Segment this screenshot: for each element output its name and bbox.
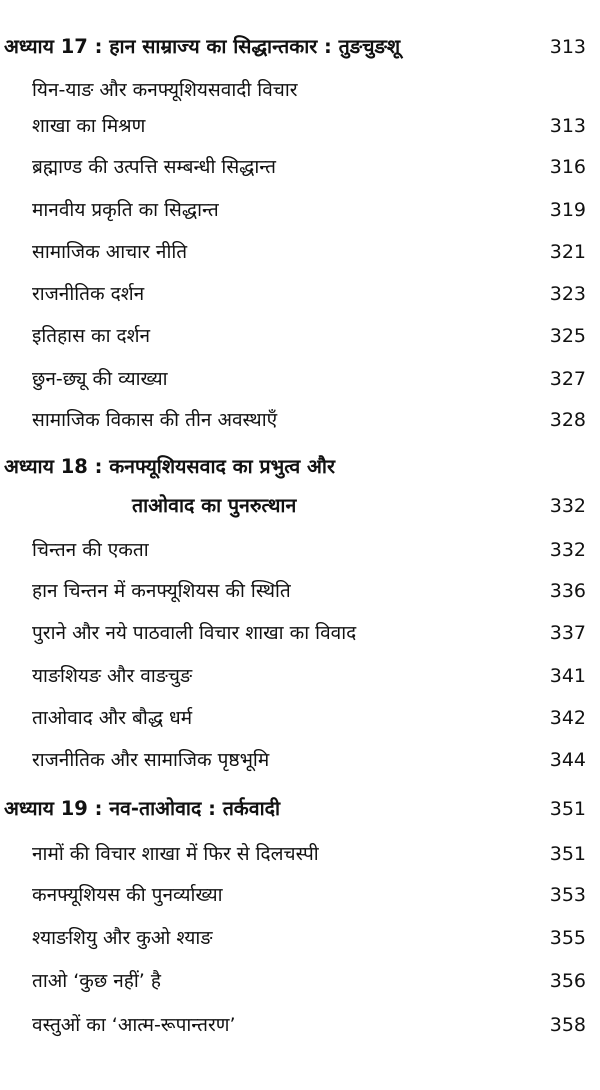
- page-number: 356: [549, 970, 586, 992]
- page-number: 319: [549, 199, 586, 221]
- entry-text: याङशियङ और वाङचुङ: [32, 665, 193, 687]
- toc-entry: [0, 189, 600, 231]
- toc-entry: [0, 874, 600, 916]
- toc-entry: [0, 570, 600, 612]
- toc-entry: [0, 833, 600, 875]
- chapter-19-heading: [0, 788, 600, 830]
- entry-text: चिन्तन की एकता: [32, 539, 149, 561]
- chapter-18-heading: [0, 446, 600, 488]
- toc-entry: [0, 612, 600, 654]
- page-number: 341: [549, 665, 586, 687]
- page-number: 351: [549, 843, 586, 865]
- entry-text: इतिहास का दर्शन: [32, 325, 151, 347]
- page-number: 316: [549, 156, 586, 178]
- page-number: 342: [549, 707, 586, 729]
- toc-entry: [0, 231, 600, 273]
- entry-text: पुराने और नये पाठवाली विचार शाखा का विवाद: [32, 622, 357, 644]
- toc-entry: [0, 146, 600, 188]
- entry-text: श्याङशियु और कुओ श्याङ: [32, 927, 213, 949]
- entry-text: सामाजिक विकास की तीन अवस्थाएँ: [32, 409, 278, 431]
- page-number: 332: [549, 539, 586, 561]
- page-number: 353: [549, 884, 586, 906]
- entry-text: हान चिन्तन में कनफ्यूशियस की स्थिति: [32, 580, 291, 602]
- page-number: 351: [549, 798, 586, 820]
- page-number: 313: [549, 36, 586, 58]
- entry-text: नामों की विचार शाखा में फिर से दिलचस्पी: [32, 843, 319, 865]
- page-number: 325: [549, 325, 586, 347]
- entry-text: वस्तुओं का ‘आत्म-रूपान्तरण’: [32, 1014, 236, 1036]
- toc-entry: [0, 697, 600, 739]
- page-number: 327: [549, 368, 586, 390]
- entry-text: अध्याय 19 : नव-ताओवाद : तर्कवादी: [4, 797, 281, 820]
- page-number: 336: [549, 580, 586, 602]
- page-number: 344: [549, 749, 586, 771]
- entry-text: शाखा का मिश्रण: [32, 115, 146, 137]
- page-number: 332: [549, 495, 586, 517]
- toc-entry: [0, 917, 600, 959]
- entry-text: अध्याय 18 : कनफ्यूशियसवाद का प्रभुत्व और: [4, 455, 335, 478]
- page-number: 323: [549, 283, 586, 305]
- toc-entry: [0, 273, 600, 315]
- toc-entry: [0, 1004, 600, 1046]
- toc-entry: [0, 655, 600, 697]
- toc-entry: [0, 315, 600, 357]
- toc-entry: [0, 529, 600, 571]
- toc-entry: [0, 399, 600, 441]
- page-number: 313: [549, 115, 586, 137]
- entry-text: ताओवाद और बौद्ध धर्म: [32, 707, 193, 729]
- entry-text: अध्याय 17 : हान साम्राज्य का सिद्धान्तकार : तुङचुङशू: [4, 35, 401, 58]
- toc-entry: [0, 739, 600, 781]
- page-number: 358: [549, 1014, 586, 1036]
- entry-text: ताओवाद का पुनरुत्थान: [132, 494, 297, 517]
- page-number: 321: [549, 241, 586, 263]
- entry-text: ब्रह्माण्ड की उत्पत्ति सम्बन्धी सिद्धान्त: [32, 156, 276, 178]
- toc-entry: [0, 960, 600, 1002]
- entry-text: राजनीतिक दर्शन: [32, 283, 145, 305]
- chapter-17-heading: [0, 26, 600, 68]
- entry-text: कनफ्यूशियस की पुनर्व्याख्या: [32, 884, 223, 906]
- entry-text: छुन-छ्यू की व्याख्या: [32, 368, 168, 390]
- toc-entry: [0, 358, 600, 400]
- chapter-18-heading-cont: [0, 485, 600, 527]
- toc-entry: [0, 105, 600, 147]
- page-number: 355: [549, 927, 586, 949]
- page-number: 328: [549, 409, 586, 431]
- entry-text: मानवीय प्रकृति का सिद्धान्त: [32, 199, 219, 221]
- entry-text: सामाजिक आचार नीति: [32, 241, 188, 263]
- entry-text: ताओ ‘कुछ नहीं’ है: [32, 970, 161, 992]
- entry-text: राजनीतिक और सामाजिक पृष्ठभूमि: [32, 749, 270, 771]
- entry-text: यिन-याङ और कनफ्यूशियसवादी विचार: [32, 79, 298, 101]
- page-number: 337: [549, 622, 586, 644]
